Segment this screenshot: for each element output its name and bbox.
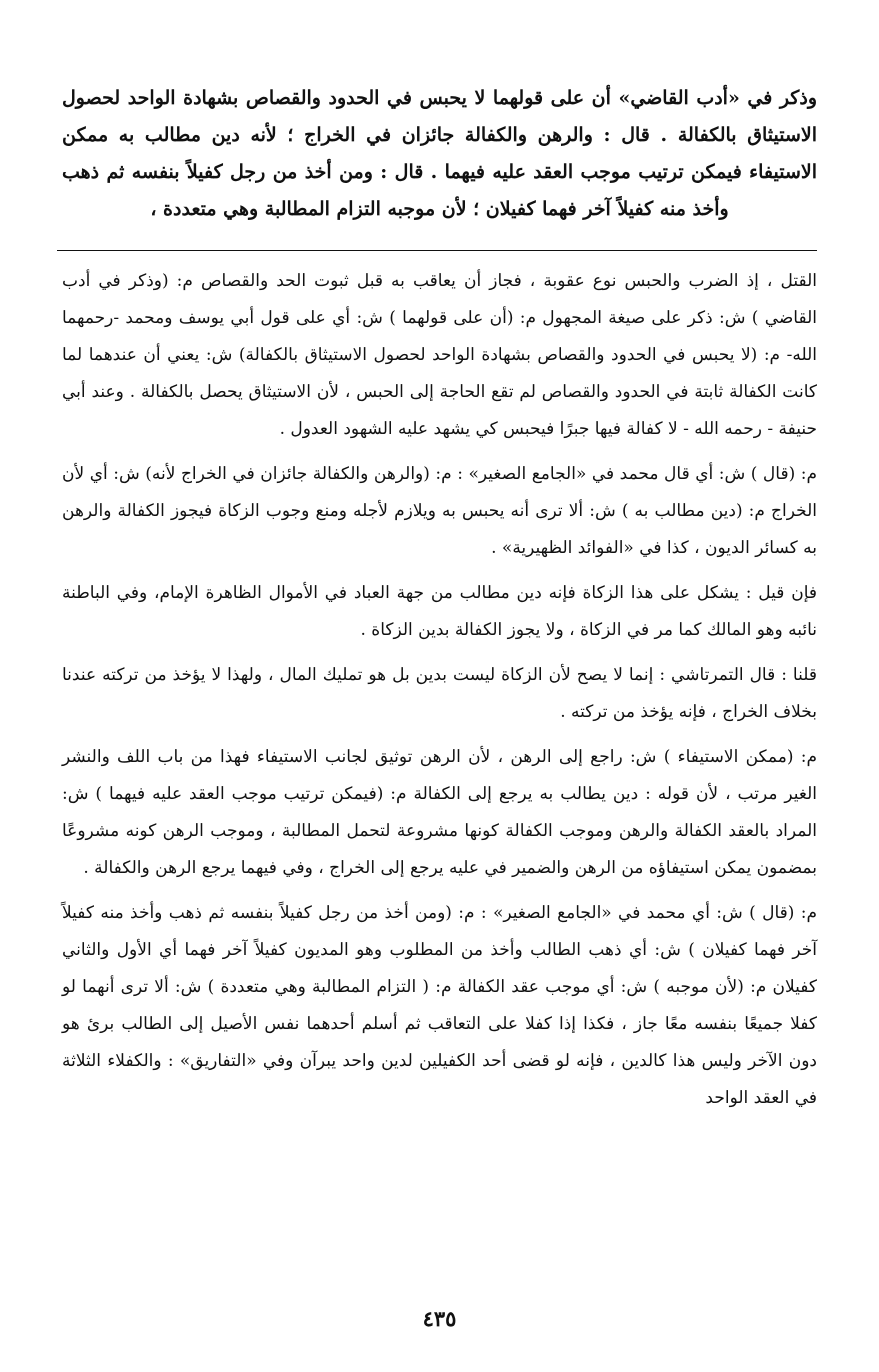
- commentary-paragraph: القتل ، إذ الضرب والحبس نوع عقوبة ، فجاز أن يعاقب به قبل ثبوت الحد والقصاص م: (وذكر في أدب القاضي ) ش: ذكر على صيغة المجهول م: (أن على قولهما ) ش: أي على قول أبي يوسف ومحمد -رحمهما الله- م: (لا يحبس في الحدود والقصاص بشهادة الواحد لحصول الاستيثاق بالكفالة) ش: يعني أن عندهما لما كانت الكفالة ثابتة في الحدود والقصاص لم تقع الحاجة إلى الحبس ، لأن الاستيثاق يحصل بالكفالة . وعند أبي حنيفة - رحمه الله - لا كفالة فيها جبرًا فيحبس كي يشهد عليه الشهود العدول .: [62, 271, 817, 439]
- footnote-divider: [57, 250, 817, 251]
- commentary-paragraph: م: (قال ) ش: أي محمد في «الجامع الصغير» : م: (ومن أخذ من رجل كفيلاً بنفسه ثم ذهب وأخذ منه كفيلاً آخر فهما كفيلان ) ش: أي ذهب الطالب وأخذ من المطلوب وهو المديون كفيلاً آخر فهما أي الأول والثاني كفيلان م: (لأن موجبه ) ش: أي موجب عقد الكفالة م: ( التزام المطالبة وهي متعددة ) ش: ألا ترى أنهما لو كفلا جميعًا بنفسه معًا جاز ، فكذا إذا كفلا على التعاقب ثم أسلم أحدهما نفس الأصيل إلى الطالب برئ هو دون الآخر وليس هذا كالدين ، فإنه لو قضى أحد الكفيلين لدين واحد يبرآن وفي «التفاريق» : والكفلاء الثلاثة في العقد الواحد: [62, 903, 817, 1108]
- main-paragraph: وذكر في «أدب القاضي» أن على قولهما لا يحبس في الحدود والقصاص بشهادة الواحد لحصول الاستيثاق بالكفالة . قال : والرهن والكفالة جائزان في الخراج ؛ لأنه دين مطالب به ممكن الاستيفاء فيمكن ترتيب موجب العقد عليه فيهما . قال : ومن أخذ من رجل كفيلاً بنفسه ثم ذهب وأخذ منه كفيلاً آخر فهما كفيلان ؛ لأن موجبه التزام المطالبة وهي متعددة ،: [62, 87, 817, 220]
- commentary-paragraph: فإن قيل : يشكل على هذا الزكاة فإنه دين مطالب من جهة العباد في الأموال الظاهرة الإمام، وفي الباطنة نائبه وهو المالك كما مر في الزكاة ، ولا يجوز الكفالة بدين الزكاة .: [62, 583, 817, 640]
- main-text: [62, 80, 817, 228]
- page-number: ٤٣٥: [422, 1306, 457, 1331]
- commentary-paragraph: م: (ممكن الاستيفاء ) ش: راجع إلى الرهن ، لأن الرهن توثيق لجانب الاستيفاء فهذا من باب اللف والنشر الغير مرتب ، لأن قوله : دين يطالب به يرجع إلى الكفالة م: (فيمكن ترتيب موجب العقد عليه فيهما ) ش: المراد بالعقد الكفالة والرهن وموجب الكفالة كونها مشروعة لتحمل المطالبة ، وموجب الرهن كونه مشروعًا بمضمون يمكن استيفاؤه من الرهن والضمير في عليه يرجع إلى الخراج ، وفي فيهما يرجع الرهن والكفالة .: [62, 747, 817, 878]
- commentary-paragraph: قلنا : قال التمرتاشي : إنما لا يصح لأن الزكاة ليست بدين بل هو تمليك المال ، ولهذا لا يؤخذ من تركته عندنا بخلاف الخراج ، فإنه يؤخذ من تركته .: [62, 665, 817, 722]
- commentary-paragraph: م: (قال ) ش: أي قال محمد في «الجامع الصغير» : م: (والرهن والكفالة جائزان في الخراج لأنه) ش: أي لأن الخراج م: (دين مطالب به ) ش: ألا ترى أنه يحبس به ويلازم لأجله ومنع وجوب الزكاة فيجوز الكفالة والرهن به كسائر الديون ، كذا في «الفوائد الظهيرية» .: [62, 464, 817, 558]
- commentary: [62, 263, 817, 1117]
